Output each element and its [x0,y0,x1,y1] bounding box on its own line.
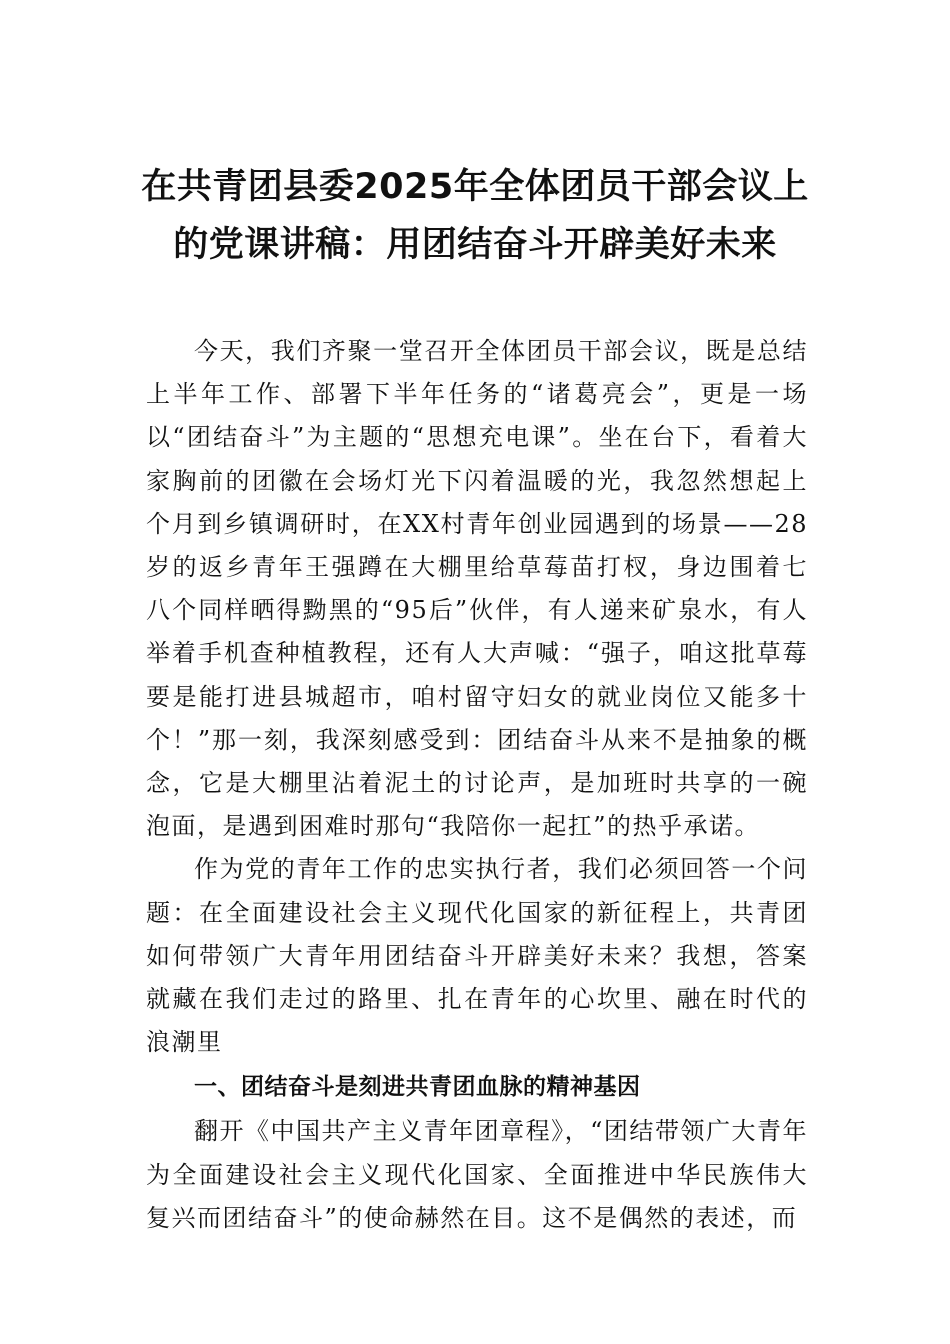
title-line-1: 在共青团县委2025年全体团员干部会议上 [141,167,809,207]
document-body [146,330,808,1240]
paragraph-question: 作为党的青年工作的忠实执行者，我们必须回答一个问题：在全面建设社会主义现代化国家的新征程上，共青团如何带领广大青年用团结奋斗开辟美好未来？我想，答案就藏在我们走过的路里、扎在青年的心坎里、融在时代的浪潮里 [146,855,808,1057]
document-title [120,158,830,274]
title-line-2: 的党课讲稿：用团结奋斗开辟美好未来 [173,225,777,265]
paragraph-section-1: 翻开《中国共产主义青年团章程》，“团结带领广大青年为全面建设社会主义现代化国家、全面推进中华民族伟大复兴而团结奋斗”的使命赫然在目。这不是偶然的表述，而 [146,1117,808,1232]
paragraph-intro: 今天，我们齐聚一堂召开全体团员干部会议，既是总结上半年工作、部署下半年任务的“诸葛亮会”，更是一场以“团结奋斗”为主题的“思想充电课”。坐在台下，看着大家胸前的团徽在会场灯光下闪着温暖的光，我忽然想起上个月到乡镇调研时，在XX村青年创业园遇到的场景——28岁的返乡青年王强蹲在大棚里给草莓苗打杈，身边围着七八个同样晒得黝黑的“95后”伙伴，有人递来矿泉水，有人举着手机查种植教程，还有人大声喊：“强子，咱这批草莓要是能打进县城超市，咱村留守妇女的就业岗位又能多十个！”那一刻，我深刻感受到：团结奋斗从来不是抽象的概念，它是大棚里沾着泥土的讨论声，是加班时共享的一碗泡面，是遇到困难时那句“我陪你一起扛”的热乎承诺。 [146,337,808,841]
section-heading: 一、团结奋斗是刻进共青团血脉的精神基因 [194,1074,641,1101]
